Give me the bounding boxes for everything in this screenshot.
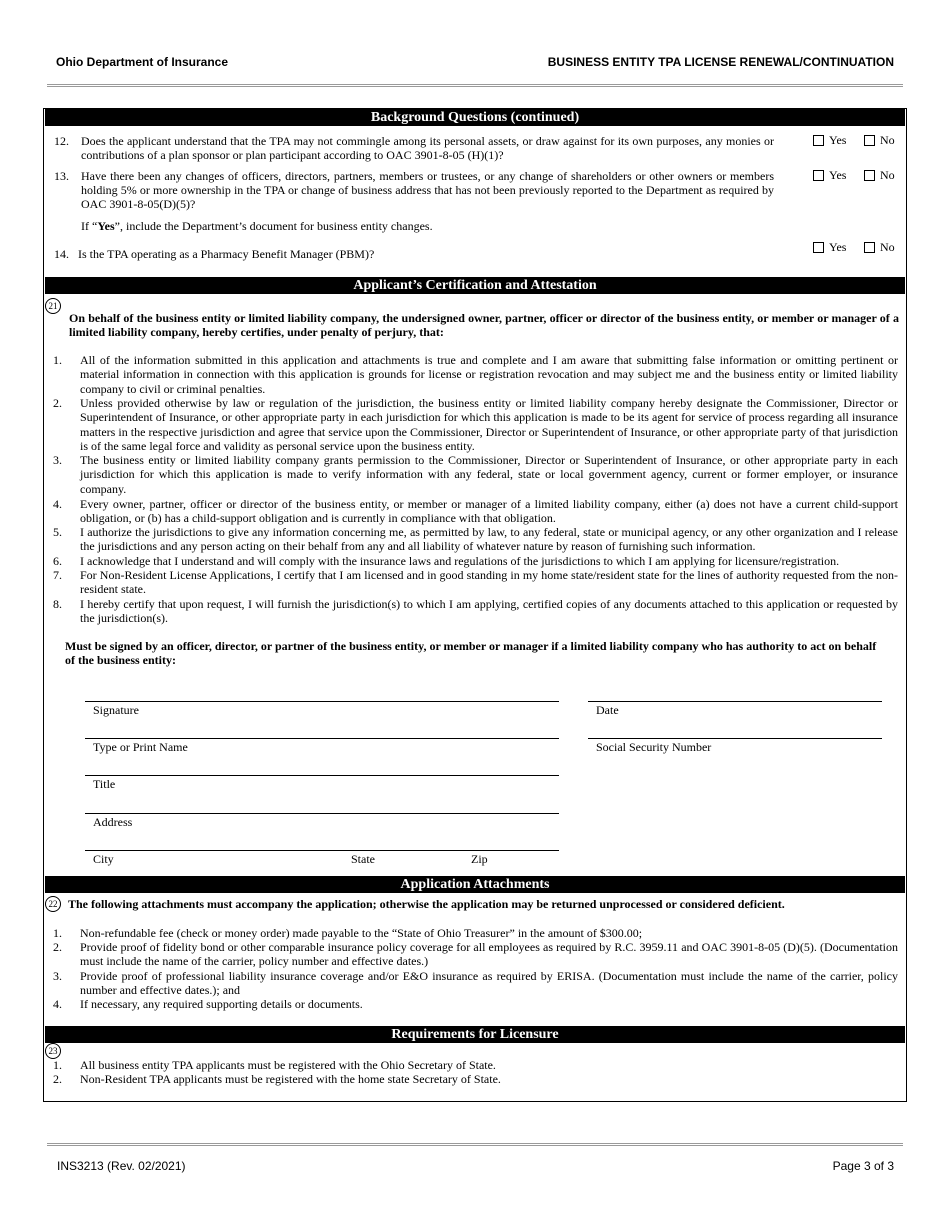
signature-line[interactable] xyxy=(85,701,559,702)
q14-yes-checkbox[interactable] xyxy=(813,242,824,253)
title-label: Title xyxy=(93,777,116,791)
agency-name: Ohio Department of Insurance xyxy=(56,55,229,69)
q14-no-checkbox[interactable] xyxy=(864,242,875,253)
footer-rule xyxy=(47,1143,903,1146)
section-badge: 23 xyxy=(45,1043,61,1059)
q13-note: If “Yes”, include the Department’s document for business entity changes. xyxy=(81,219,433,233)
print-name-line[interactable] xyxy=(85,738,559,739)
question-number: 12. xyxy=(54,134,69,148)
requirements-section-title: Requirements for Licensure xyxy=(45,1026,905,1043)
address-label: Address xyxy=(93,815,133,829)
background-section-title: Background Questions (continued) xyxy=(45,109,905,126)
state-label: State xyxy=(351,852,375,866)
print-name-label: Type or Print Name xyxy=(93,740,188,754)
form-title: BUSINESS ENTITY TPA LICENSE RENEWAL/CONTINUATION xyxy=(547,55,894,69)
zip-label: Zip xyxy=(471,852,488,866)
title-line[interactable] xyxy=(85,775,559,776)
q13-yes-option[interactable]: Yes xyxy=(813,168,846,183)
q12-no-option[interactable]: No xyxy=(864,133,895,148)
header-rule xyxy=(47,84,903,87)
section-badge: 21 xyxy=(45,298,61,314)
signature-label: Signature xyxy=(93,703,139,717)
form-number: INS3213 (Rev. 02/2021) xyxy=(57,1159,186,1173)
date-line[interactable] xyxy=(588,701,882,702)
q13-yes-checkbox[interactable] xyxy=(813,170,824,181)
q13-no-checkbox[interactable] xyxy=(864,170,875,181)
certification-intro: On behalf of the business entity or limited liability company, the undersigned owner, partner, officer or director of the business entity, or member or manager of a limited liability company, hereby certifies, under penalty of perjury, that: xyxy=(69,311,899,339)
page-number: Page 3 of 3 xyxy=(832,1159,894,1173)
signature-instruction: Must be signed by an officer, director, or partner of the business entity, or member or manager if a limited liability company who has authority to act on behalf of the business entity: xyxy=(65,639,877,667)
attachments-intro: The following attachments must accompany the application; otherwise the application may be returned unprocessed or considered deficient. xyxy=(68,897,785,911)
city-state-zip-line[interactable] xyxy=(85,850,559,851)
question-text: Is the TPA operating as a Pharmacy Benefit Manager (PBM)? xyxy=(78,247,375,261)
q14-yes-option[interactable]: Yes xyxy=(813,240,846,255)
certification-section-title: Applicant’s Certification and Attestation xyxy=(45,277,905,294)
section-badge: 22 xyxy=(45,896,61,912)
attachments-section-title: Application Attachments xyxy=(45,876,905,893)
q12-no-checkbox[interactable] xyxy=(864,135,875,146)
date-label: Date xyxy=(596,703,619,717)
question-number: 14. xyxy=(54,247,69,261)
q13-no-option[interactable]: No xyxy=(864,168,895,183)
question-text: Have there been any changes of officers, directors, partners, members or trustees, or any change of shareholders or other owners or members holding 5% or more ownership in the TPA or change of business address that has not been previously reported to the Department as required by OAC 3901-8-05(D)(5)? xyxy=(81,169,774,211)
address-line[interactable] xyxy=(85,813,559,814)
question-number: 13. xyxy=(54,169,69,183)
q12-yes-option[interactable]: Yes xyxy=(813,133,846,148)
city-label: City xyxy=(93,852,114,866)
q12-yes-checkbox[interactable] xyxy=(813,135,824,146)
ssn-label: Social Security Number xyxy=(596,740,712,754)
q14-no-option[interactable]: No xyxy=(864,240,895,255)
ssn-line[interactable] xyxy=(588,738,882,739)
question-text: Does the applicant understand that the TPA may not commingle among its personal assets, or draw against for its own purposes, any monies or contributions of a plan sponsor or plan participant according to OAC 3901-8-05 (H)(1)? xyxy=(81,134,774,162)
